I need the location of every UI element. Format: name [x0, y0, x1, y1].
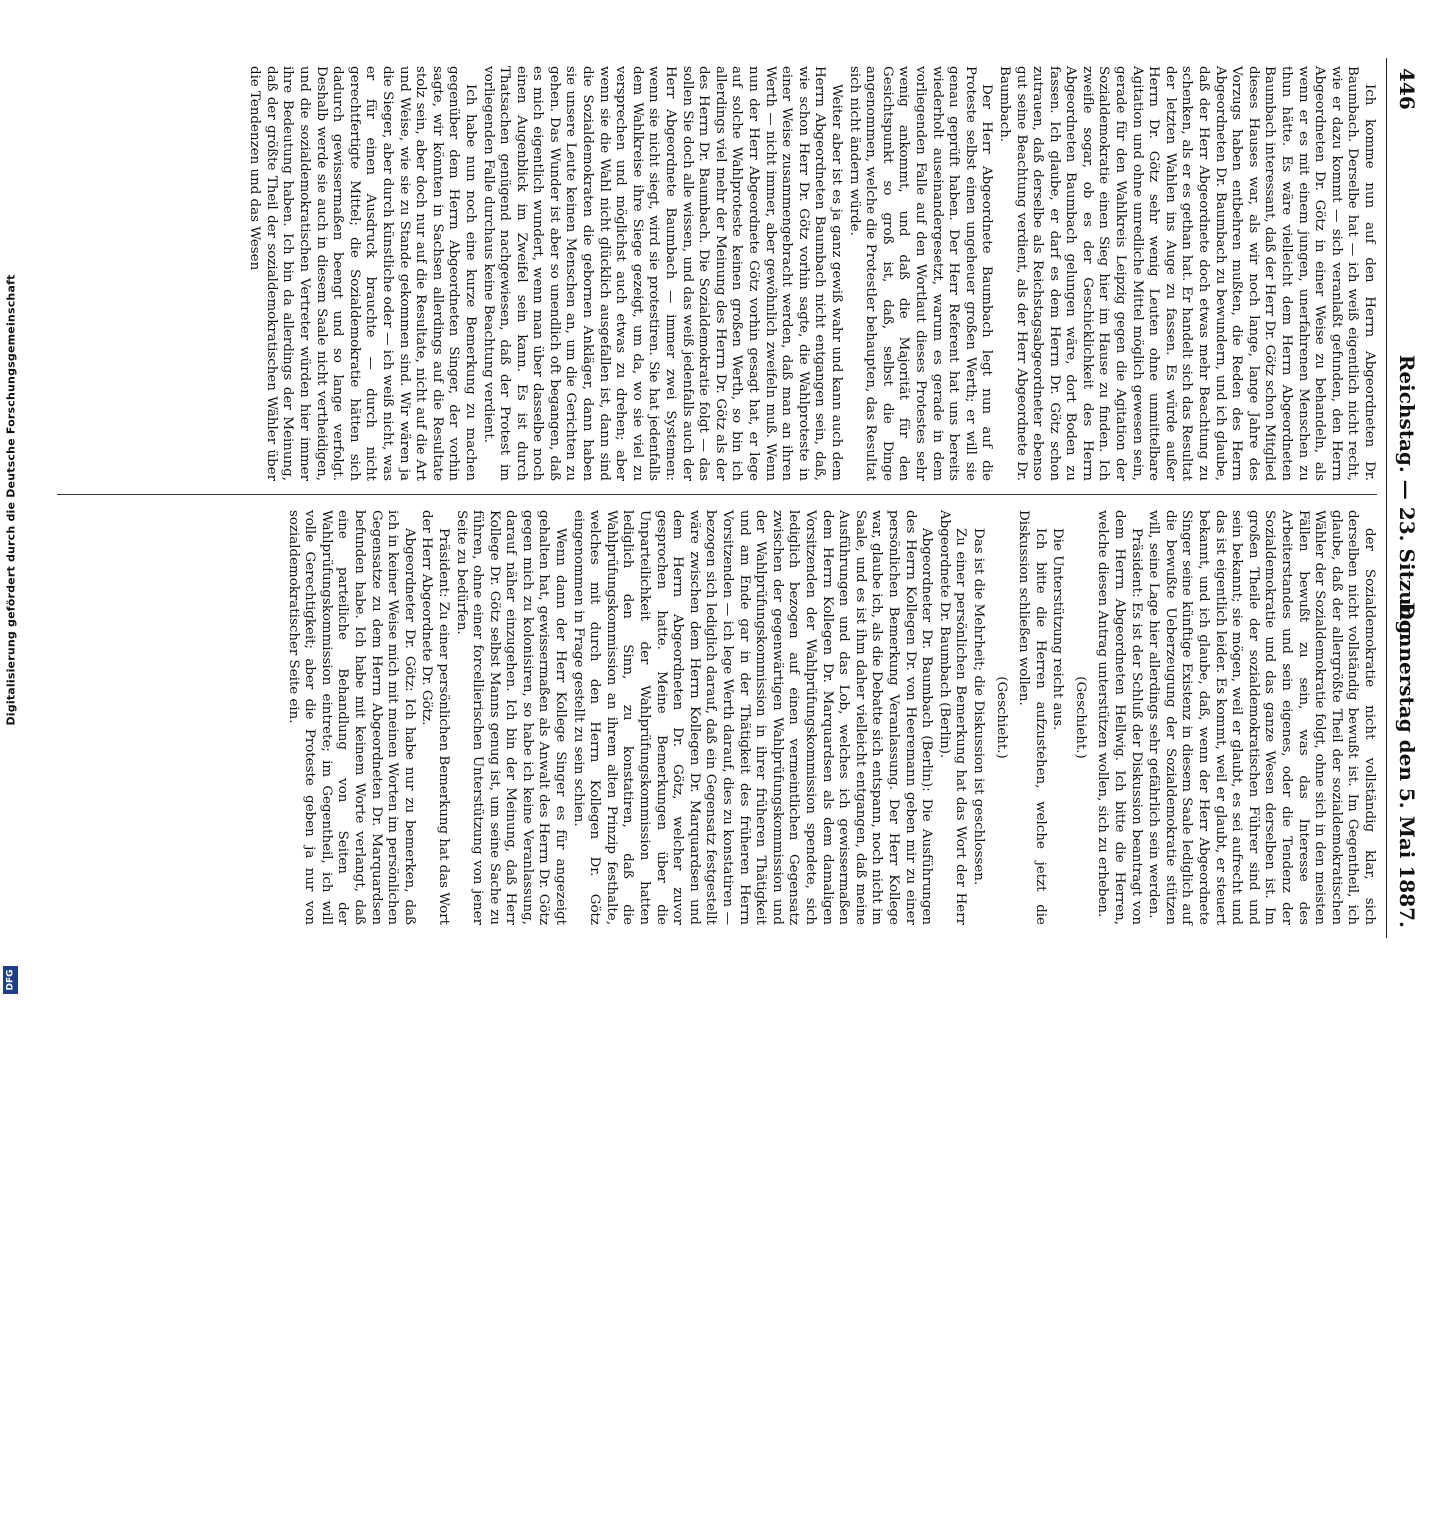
dfg-logo: DFG [3, 966, 18, 994]
stage-direction: (Geschieht.) [993, 676, 1009, 759]
stage-direction: (Geschieht.) [1072, 676, 1088, 759]
column-divider [57, 494, 1377, 495]
paragraph: Wenn dann der Herr Kollege Singer es für angezeigt gehalten hat, gewissermaßen als Anwalt des Herrn Dr. Götz gegen mich zu kolonisiren, so habe ich keine Veranlassung, darauf näher einzugehen. Ich bin der Meinung, daß Herr Kollege Dr. Götz selbst Manns genug ist, um seine Sache zu führen, ohne einer forcellierischen Unterstützung von jener Seite zu bedürfen. [453, 510, 569, 925]
running-title: Reichstag. — 23. Sitzung. [1395, 354, 1419, 642]
paragraph: Der Herr Abgeordnete Baumbach legt nun auf die Proteste selbst einen ungeheuer großen Werth; er will sie genau geprüft haben. Der Herr Referent hat uns bereits wiederholt auseinandergesetzt, warum es gerade in dem vorliegenden Falle auf den Wortlaut dieses Protestes sehr wenig ankommt, und daß die Majorität für den Gesichtspunkt so groß ist, daß, selbst die Dinge angenommen, welche die Protestler behaupten, das Resultat sich nicht ändern würde. [846, 66, 995, 481]
left-column [245, 66, 1377, 481]
paragraph: Ich habe nun noch eine kurze Bemerkung zu machen gegenüber dem Herrn Abgeordneten Singer, der vorhin sagte, wir könnten in Sachsen allerdings auf die Resultate stolz sein, aber doch nur auf die Resultate, nicht auf die Art und Weise, wie sie zu Stande gekommen sind. Wir wären ja die Sieger, aber durch künstliche oder — ich weiß nicht, was er für einen Ausdruck brauchte — durch nicht gerechtfertigte Mittel; die Sozialdemokratie hätten sich dadurch gewissermaßen beengt und so lange verfolgt. Deshalb werde sie auch in diesem Saale nicht vertheidigen, und die sozialdemokratischen Vertreter würden hier immer ihre Bedeutung haben. Ich bin da allerdings der Meinung, daß der größte Theil der sozialdemokratischen Wähler über die Tendenzen und das Wesen [247, 66, 478, 481]
paragraph: Weiter aber ist es ja ganz gewiß wahr und kann auch dem Herrn Abgeordneten Baumbach nicht entgangen sein, daß, wie schon Herr Dr. Götz vorhin sagte, die Wahlproteste in einer Weise zusammengebracht werden, daß man an ihren Werth — nicht immer, aber gewöhnlich zweifeln muß. Wenn nun der Herr Abgeordnete Götz vorhin gesagt hat, er lege auf solche Wahlproteste keinen großen Werth, so bin ich allerdings viel mehr der Meinung des Herrn Dr. Götz als der des Herrn Dr. Baumbach. Die Sozialdemokratie folgt — das sollen Sie doch alle wissen, und das weiß jedenfalls auch der Herr Abgeordnete Baumbach — immer zwei Systemen: wenn sie nicht siegt, wird sie protestiren. Sie hat jedenfalls dem Wahlkreise ihre Siege gezeigt, um da, wo sie viel zu versprechen und möglichst auch etwas zu drehen; aber wenn sie die Wahl nicht glücklich ausgefallen ist, dann sind die Sozialdemokraten die gebornen Ankläger, dann haben sie unsere Leute keinen Menschen an, um die Gerichten zu gehen. Das Wunder ist aber so unendlich oft begangen, daß es mich eigentlich wundert, wenn man über dasselbe noch einen Augenblick im Zweifel sein kann. Es ist durch Thatsachen genügend nachgewiesen, daß der Protest im vorliegenden Falle durchaus keine Beachtung verdient. [480, 66, 844, 481]
paragraph: der Sozialdemokratie nicht vollständig klar, sich derselben nicht vollständig bewußt ist. Im Gegentheil, ich glaube, daß der allergrößte Theil der sozialdemokratischen Wähler der Sozialdemokratie folgt, ohne sich in den meisten Fällen bewußt zu sein, was das Interesse des Arbeiterstandes und sein eigenes, oder die Tendenz der Sozialdemokratie und das ganze Wesen derselben ist. Im großen Theile der sozialdemokratischen Führer sind und sein bekannt; sie mögen, weil er glaubt, es sei aufrecht und das ist eigentlich leider. Es kommt, weil er glaubt, er steuert bekannt, und ich glaube, daß, wenn der Herr Abgeordnete Singer seine künftige Existenz in diesem Saale lediglich auf die bewußte Ueberzeugung der Sozialdemokratie stützen will, seine Lage hier allerdings sehr gefährlich sein werden. [1146, 510, 1377, 925]
right-column [283, 510, 1377, 925]
paragraph: Die Unterstützung reicht aus. [1050, 528, 1066, 731]
page-header [1385, 58, 1425, 938]
header-rule [1386, 58, 1387, 938]
paragraph: Ich komme nun auf den Herrn Abgeordneten Dr. Baumbach. Derselbe hat — ich weiß eigentlich nicht recht, wie er dazu kommt — sich veranlaßt gefunden, den Herrn Abgeordneten Dr. Götz in einer Weise zu behandeln, als wenn er es mit einem jungen, unerfahrenen Menschen zu thun hätte. Es wäre vielleicht dem Herrn Abgeordneten Baumbach interessant, daß der Herr Dr. Götz schon Mitglied dieses Hauses war, als wir noch lange, lange Jahre des Vorzugs haben entbehren mußten, die Reden des Herrn Abgeordneten Dr. Baumbach zu bewundern, und ich glaube, daß der Herr Abgeordnete doch etwas mehr Beachtung zu schenken, als er es gethan hat. Er handelt sich das Resultat der letzten Wahlen ins Auge zu fassen. Es würde außer Herrn Dr. Götz sehr wenig Leuten ohne unmittelbare Agitation und ohne unredliche Mittel möglich gewesen sein, gerade für den Wahlkreis Leipzig gegen die Agitation der Sozialdemokratie einen Sieg hier im Hause zu finden. Ich zweifle sogar, ob es der Geschicklichkeit des Herrn Abgeordneten Baumbach gelungen wäre, dort Boden zu fassen. Ich glaube, er darf es dem Herrn Dr. Götz schon zutrauen, daß derselbe als Reichstagsabgeordneter ebenso gut seine Beachtung verdient, als der Herr Abgeordnete Dr. Baumbach. [996, 66, 1377, 482]
page-inner [5, 58, 1425, 938]
paragraph: Ich bitte die Herren aufzustehen, welche jetzt die Diskussion schließen wollen. [1016, 510, 1048, 925]
paragraph: Zu einer persönlichen Bemerkung hat das Wort der Herr Abgeordnete Dr. Baumbach (Berlin). [936, 510, 969, 925]
scanned-page [247, 58, 1425, 1538]
paragraph: Abgeordneter Dr. Götz: Ich habe nur zu bemerken, daß ich in keiner Weise mich mit meinen Worten im persönlichen Gegensatze zu dem Herrn Abgeordneten Dr. Marquardsen befunden habe. Ich habe mit keinem Worte verlangt, daß eine parteiliche Behandlung von Seiten der Wahlprüfungskommission eintrete; im Gegentheil, ich will volle Gerechtigkeit; aber die Proteste geben ja nur von sozialdemokratischer Seite ein. [285, 510, 417, 925]
session-date: Donnerstag den 5. Mai 1887. [1395, 602, 1419, 928]
paragraph: Präsident: Zu einer persönlichen Bemerkung hat das Wort der Herr Abgeordnete Dr. Götz. [419, 510, 451, 925]
paragraph: Präsident: Es ist der Schluß der Diskussion beantragt von dem Herrn Abgeordneten Hellwig. Ich bitte die Herren, welche diesen Antrag unterstützen wollen, sich zu erheben. [1095, 510, 1144, 925]
paragraph: Abgeordneter Dr. Baumbach (Berlin): Die Ausführungen des Herrn Kollegen Dr. von Heeremann geben mir zu einer persönlichen Bemerkung Veranlassung. Der Herr Kollege war, glaube ich, als die Debatte sich entspann, noch nicht im Saale, und es ist ihm daher vielleicht entgangen, daß meine Ausführungen und das Lob, welches ich gewissermaßen dem Herrn Kollegen Dr. Marquardsen als dem damaligen Vorsitzenden der Wahlprüfungskommission spendete, sich lediglich bezogen auf einen vermeintlichen Gegensatz zwischen der gegenwärtigen Wahlprüfungskommission und der Wahlprüfungskommission in ihrer früheren Thätigkeit und am Ende gar in der Thätigkeit des früheren Herrn Vorsitzenden — ich lege Werth darauf, dies zu konstatiren — bezogen sich lediglich darauf, daß ein Gegensatz festgestellt wäre zwischen dem Herrn Kollegen Dr. Marquardsen und dem Herrn Abgeordneten Dr. Götz, welcher zuvor gesprochen hatte. Meine Bemerkungen über die Unparteilichkeit der Wahlprüfungskommission hatten lediglich den Sinn, zu konstatiren, daß die Wahlprüfungskommission an ihrem alten Prinzip festhalte, welches mit durch den Herrn Kollegen Dr. Götz eingenommen in Frage gestellt zu sein schien. [570, 510, 935, 925]
paragraph: Das ist die Mehrheit; die Diskussion ist geschlossen. [970, 528, 986, 886]
credit-text: Digitalisierung gefördert durch die Deutsche Forschungsgemeinschaft [4, 274, 18, 726]
page-number: 446 [1395, 68, 1419, 110]
